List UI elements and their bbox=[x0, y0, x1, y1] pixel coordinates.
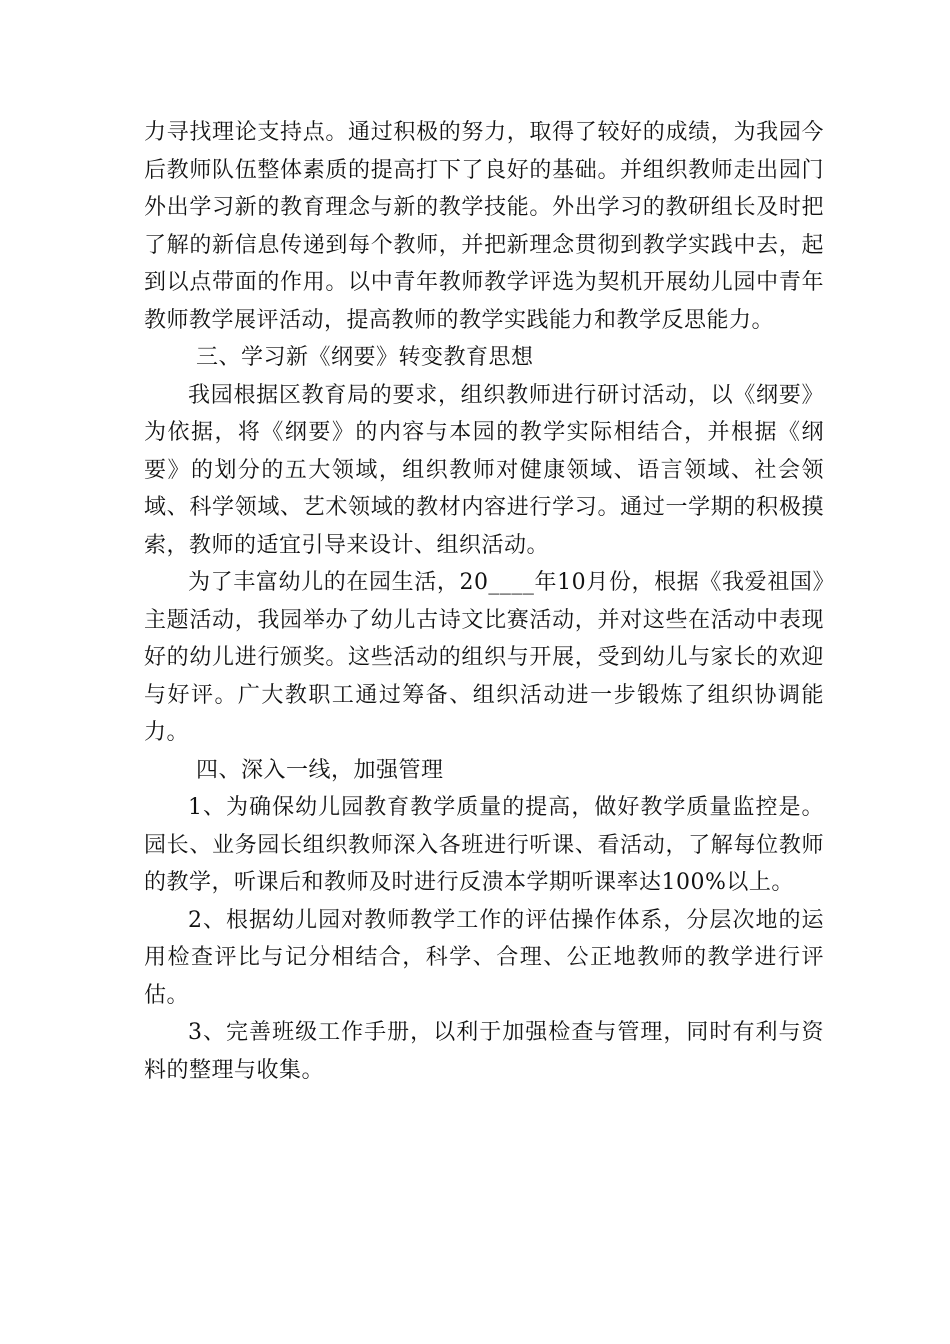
paragraph-poetry-contest: 为了丰富幼儿的在园生活，20____年10月份，根据《我爱祖国》主题活动，我园举办了幼儿古诗文比赛活动，并对这些在活动中表现好的幼儿进行颁奖。这些活动的组织与开展，受到幼儿与家长的欢迎与好评。广大教职工通过筹备、组织活动进一步锻炼了组织协调能力。 bbox=[144, 570, 824, 745]
list-item-2: 2、根据幼儿园对教师教学工作的评估操作体系，分层次地的运用检查评比与记分相结合，科学、合理、公正地教师的教学进行评估。 bbox=[144, 907, 824, 1008]
document-body bbox=[144, 114, 824, 1089]
paragraph-continuation: 力寻找理论支持点。通过积极的努力，取得了较好的成绩，为我园今后教师队伍整体素质的提高打下了良好的基础。并组织教师走出园门外出学习新的教育理念与新的教学技能。外出学习的教研组长及时把了解的新信息传递到每个教师，并把新理念贯彻到教学实践中去，起到以点带面的作用。以中青年教师教学评选为契机开展幼儿园中青年教师教学展评活动，提高教师的教学实践能力和教学反思能力。 bbox=[144, 120, 824, 333]
list-item-3: 3、完善班级工作手册，以利于加强检查与管理，同时有利与资料的整理与收集。 bbox=[144, 1020, 824, 1083]
paragraph-outline-study: 我园根据区教育局的要求，组织教师进行研讨活动，以《纲要》为依据，将《纲要》的内容与本园的教学实际相结合，并根据《纲要》的划分的五大领域，组织教师对健康领域、语言领域、社会领域、科学领域、艺术领域的教材内容进行学习。通过一学期的积极摸索，教师的适宜引导来设计、组织活动。 bbox=[144, 382, 824, 558]
section-heading-three: 三、学习新《纲要》转变教育思想 bbox=[196, 345, 534, 370]
section-heading-four: 四、深入一线，加强管理 bbox=[196, 757, 444, 783]
list-item-1: 1、为确保幼儿园教育教学质量的提高，做好教学质量监控是。园长、业务园长组织教师深入各班进行听课、看活动，了解每位教师的教学，听课后和教师及时进行反溃本学期听课率达100%以上。 bbox=[144, 795, 824, 895]
